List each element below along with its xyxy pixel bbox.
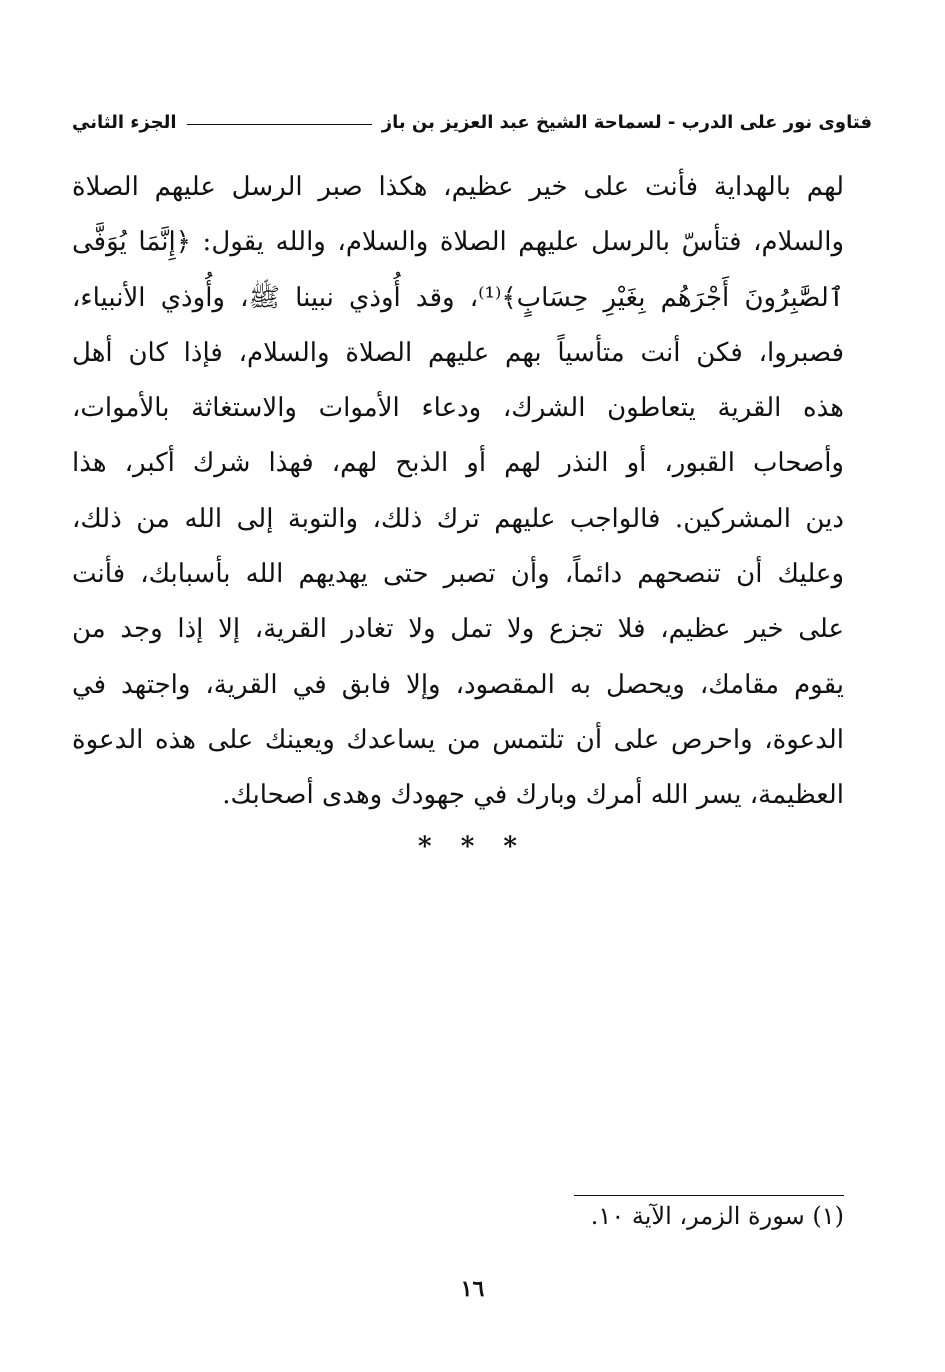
footnote: (١) سورة الزمر، الآية ١٠.: [590, 1202, 844, 1230]
body-line: والسلام، فتأسّ بالرسل عليهم الصلاة والسلام، والله يقول: ﴿إِنَّمَا يُوَفَّى: [72, 227, 844, 258]
running-header: [72, 112, 872, 133]
section-separator: * * *: [418, 832, 527, 862]
body-line: فصبروا، فكن أنت متأسياً بهم عليهم الصلاة والسلام، فإذا كان أهل: [72, 337, 844, 368]
body-line: الدعوة، واحرص على أن تلتمس من يساعدك ويعينك على هذه الدعوة: [72, 724, 844, 755]
body-line: لهم بالهداية فأنت على خير عظيم، هكذا صبر الرسل عليهم الصلاة: [72, 172, 844, 202]
body-line: هذه القرية يتعاطون الشرك، ودعاء الأموات والاستغاثة بالأموات،: [72, 393, 844, 424]
body-text: [72, 160, 844, 824]
body-line: على خير عظيم، فلا تجزع ولا تمل ولا تغادر القرية، إلا إذا وجد من: [72, 614, 844, 645]
header-rule: [187, 124, 372, 125]
body-line: دين المشركين. فالواجب عليهم ترك ذلك، والتوبة إلى الله من ذلك،: [72, 503, 844, 534]
body-line: العظيمة، يسر الله أمرك وبارك في جهودك وهدى أصحابك.: [222, 780, 844, 811]
header-volume: الجزء الثاني: [72, 112, 177, 133]
header-book-title: فتاوى نور على الدرب - لسماحة الشيخ عبد العزيز بن باز: [381, 112, 872, 133]
body-line: يقوم مقامك، ويحصل به المقصود، وإلا فابق في القرية، واجتهد في: [72, 669, 844, 700]
footnote-rule: [574, 1195, 844, 1196]
body-line: ٱلصَّٰبِرُونَ أَجْرَهُم بِغَيْرِ حِسَابٍ﴾⁽¹⁾، وقد أُوذي نبينا ﷺ، وأُوذي الأنبياء،: [72, 282, 844, 313]
page-number: ١٦: [460, 1276, 485, 1302]
body-line: وعليك أن تنصحهم دائماً، وأن تصبر حتى يهديهم الله بأسبابك، فأنت: [72, 559, 844, 590]
body-line: وأصحاب القبور، أو النذر لهم أو الذبح لهم، فهذا شرك أكبر، هذا: [72, 448, 844, 479]
